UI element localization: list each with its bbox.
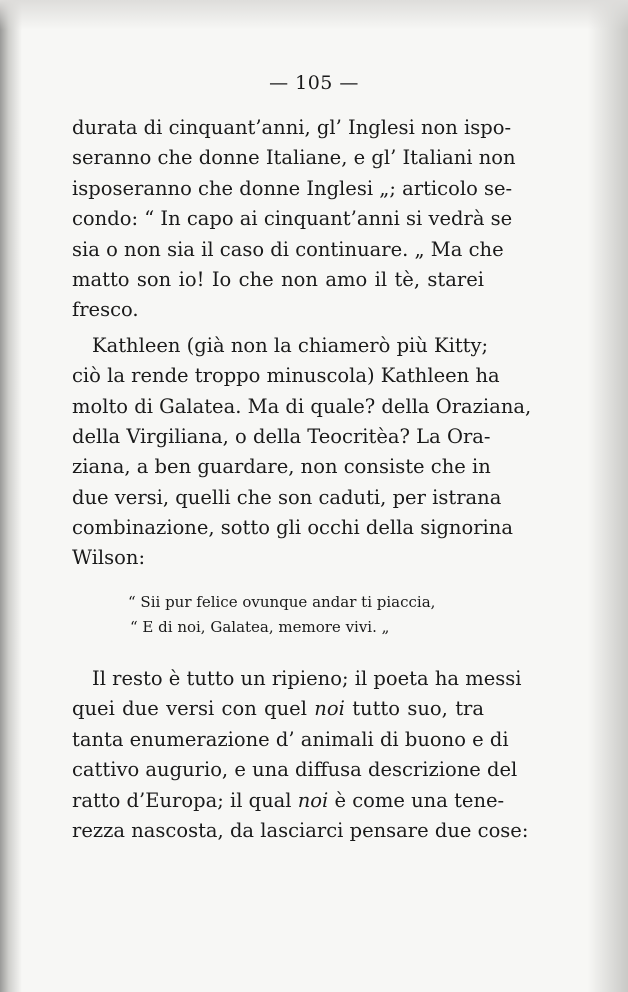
text-line: condo: “ In capo ai cinquant’anni si vedrà se: [72, 207, 513, 231]
text-line: combinazione, sotto gli occhi della signorina: [72, 516, 513, 540]
text-run: quei due versi con quel: [72, 697, 315, 721]
text-run: tutto suo, tra: [344, 697, 484, 721]
text-run: Il resto è tutto un ripieno; il poeta ha messi: [92, 667, 522, 690]
text-line: [72, 755, 518, 785]
page-number: — 105 —: [269, 72, 359, 94]
verse-line: “ Sii pur felice ovunque andar ti piaccia,: [128, 593, 436, 611]
text-run: è come una tene-: [328, 788, 505, 812]
text-line: Wilson:: [72, 546, 146, 570]
text-line: [72, 816, 529, 846]
text-line: [72, 664, 522, 694]
text-line: [72, 725, 509, 755]
text-run: rezza nascosta, da lasciarci pensare due cose:: [72, 818, 529, 842]
text-line: seranno che donne Italiane, e gl’ Italiani non: [72, 146, 516, 170]
verse-line: “ E di noi, Galatea, memore vivi. „: [130, 618, 390, 636]
paragraph-three: [72, 664, 529, 846]
page-edge-shadow-right: [588, 0, 628, 992]
text-line: matto son io! Io che non amo il tè, starei: [72, 267, 484, 291]
text-run: cattivo augurio, e una diffusa descrizione del: [72, 758, 518, 782]
main-text: [72, 113, 532, 574]
text-line: ciò la rende troppo minuscola) Kathleen ha: [72, 364, 500, 388]
italic-run: noi: [314, 697, 345, 721]
text-line: fresco.: [72, 298, 139, 322]
text-line: isposeranno che donne Inglesi „; articolo se-: [72, 176, 513, 200]
page-edge-shadow-left: [0, 0, 22, 992]
italic-run: noi: [297, 788, 329, 812]
text-line: due versi, quelli che son caduti, per istrana: [72, 485, 502, 509]
text-run: ratto d’Europa; il qual: [72, 788, 298, 812]
text-line: durata di cinquant’anni, gl’ Inglesi non ispo-: [72, 116, 512, 139]
verse-quote: [128, 590, 448, 640]
text-line: Kathleen (già non la chiamerò più Kitty;: [92, 333, 489, 357]
text-run: tanta enumerazione d’ animali di buono e di: [72, 727, 509, 751]
text-line: ziana, a ben guardare, non consiste che in: [72, 455, 491, 479]
text-line: [72, 786, 505, 816]
page-edge-shadow-top: [0, 0, 628, 30]
text-line: molto di Galatea. Ma di quale? della Oraziana,: [72, 394, 532, 418]
text-line: sia o non sia il caso di continuare. „ Ma che: [72, 237, 504, 261]
text-line: della Virgiliana, o della Teocritèa? La Ora-: [72, 424, 491, 448]
text-line: [72, 694, 484, 724]
